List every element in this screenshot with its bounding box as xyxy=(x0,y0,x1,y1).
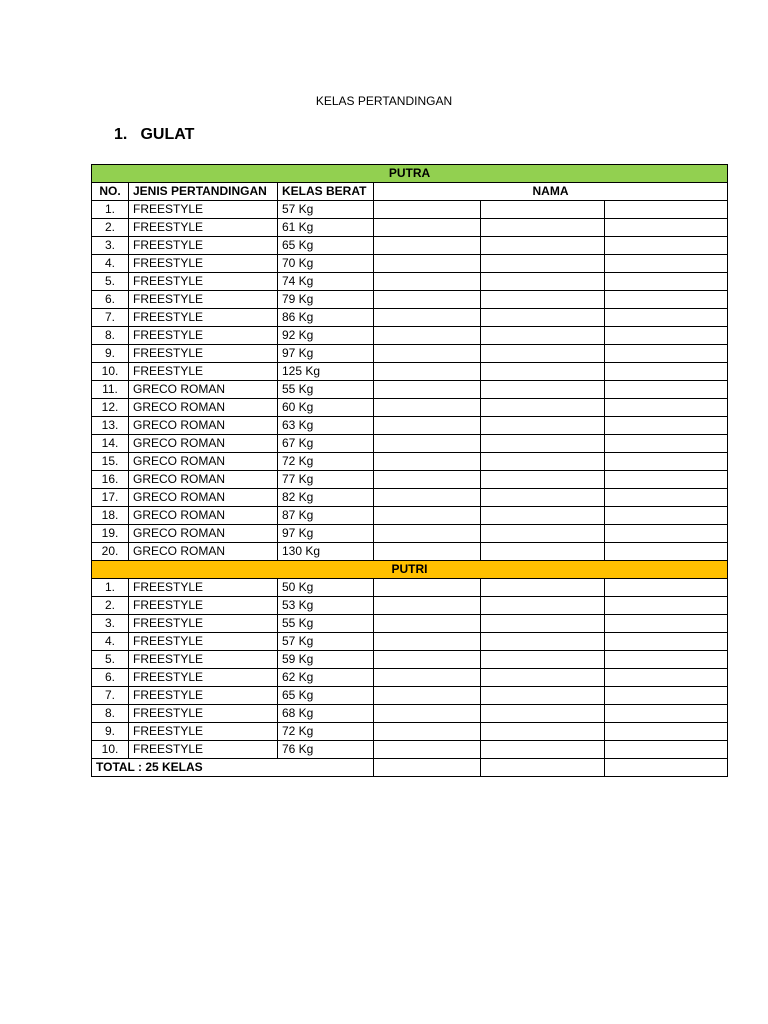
name-cell-1[interactable] xyxy=(374,579,481,597)
name-cell-2[interactable] xyxy=(481,525,605,543)
table-row xyxy=(92,507,728,525)
name-cell-3[interactable] xyxy=(605,651,728,669)
row-number: 10. xyxy=(92,363,129,381)
name-cell-2[interactable] xyxy=(481,651,605,669)
row-weight: 68 Kg xyxy=(278,705,374,723)
name-cell-3[interactable] xyxy=(605,579,728,597)
name-cell-2[interactable] xyxy=(481,273,605,291)
row-event: FREESTYLE xyxy=(129,291,278,309)
row-weight: 86 Kg xyxy=(278,309,374,327)
total-name-cell-3[interactable] xyxy=(605,759,728,777)
row-event: GRECO ROMAN xyxy=(129,525,278,543)
row-event: FREESTYLE xyxy=(129,651,278,669)
table-row xyxy=(92,543,728,561)
name-cell-1[interactable] xyxy=(374,651,481,669)
table-row xyxy=(92,345,728,363)
name-cell-1[interactable] xyxy=(374,291,481,309)
row-weight: 74 Kg xyxy=(278,273,374,291)
name-cell-1[interactable] xyxy=(374,363,481,381)
row-weight: 130 Kg xyxy=(278,543,374,561)
name-cell-3[interactable] xyxy=(605,741,728,759)
row-weight: 61 Kg xyxy=(278,219,374,237)
row-event: GRECO ROMAN xyxy=(129,435,278,453)
row-number: 10. xyxy=(92,741,129,759)
total-row xyxy=(92,759,728,777)
row-number: 15. xyxy=(92,453,129,471)
row-event: FREESTYLE xyxy=(129,201,278,219)
table-row xyxy=(92,615,728,633)
row-event: GRECO ROMAN xyxy=(129,507,278,525)
name-cell-1[interactable] xyxy=(374,687,481,705)
row-weight: 57 Kg xyxy=(278,633,374,651)
table-row xyxy=(92,723,728,741)
row-number: 14. xyxy=(92,435,129,453)
name-cell-2[interactable] xyxy=(481,435,605,453)
row-weight: 82 Kg xyxy=(278,489,374,507)
name-cell-3[interactable] xyxy=(605,201,728,219)
table-row xyxy=(92,201,728,219)
row-weight: 97 Kg xyxy=(278,345,374,363)
group-label: PUTRI xyxy=(92,561,728,579)
name-cell-1[interactable] xyxy=(374,417,481,435)
row-weight: 77 Kg xyxy=(278,471,374,489)
name-cell-1[interactable] xyxy=(374,453,481,471)
row-number: 12. xyxy=(92,399,129,417)
name-cell-1[interactable] xyxy=(374,525,481,543)
table-row xyxy=(92,633,728,651)
row-weight: 55 Kg xyxy=(278,615,374,633)
total-label: TOTAL : 25 KELAS xyxy=(92,759,374,777)
table-body xyxy=(92,165,728,777)
table-row xyxy=(92,255,728,273)
row-event: FREESTYLE xyxy=(129,363,278,381)
row-event: FREESTYLE xyxy=(129,669,278,687)
name-cell-2[interactable] xyxy=(481,615,605,633)
name-cell-3[interactable] xyxy=(605,615,728,633)
name-cell-2[interactable] xyxy=(481,363,605,381)
name-cell-1[interactable] xyxy=(374,237,481,255)
row-event: FREESTYLE xyxy=(129,741,278,759)
row-weight: 57 Kg xyxy=(278,201,374,219)
table-row xyxy=(92,705,728,723)
row-event: FREESTYLE xyxy=(129,327,278,345)
row-event: FREESTYLE xyxy=(129,597,278,615)
table-row xyxy=(92,453,728,471)
row-event: GRECO ROMAN xyxy=(129,381,278,399)
name-cell-3[interactable] xyxy=(605,453,728,471)
name-cell-3[interactable] xyxy=(605,417,728,435)
row-weight: 50 Kg xyxy=(278,579,374,597)
section-number: 1. xyxy=(114,126,128,143)
name-cell-2[interactable] xyxy=(481,453,605,471)
name-cell-2[interactable] xyxy=(481,705,605,723)
row-weight: 72 Kg xyxy=(278,723,374,741)
name-cell-1[interactable] xyxy=(374,507,481,525)
name-cell-1[interactable] xyxy=(374,345,481,363)
table-row xyxy=(92,471,728,489)
header-row xyxy=(92,183,728,201)
name-cell-2[interactable] xyxy=(481,669,605,687)
row-number: 20. xyxy=(92,543,129,561)
document-title: KELAS PERTANDINGAN xyxy=(315,94,453,108)
name-cell-1[interactable] xyxy=(374,669,481,687)
row-number: 7. xyxy=(92,309,129,327)
row-event: FREESTYLE xyxy=(129,687,278,705)
name-cell-1[interactable] xyxy=(374,741,481,759)
name-cell-3[interactable] xyxy=(605,543,728,561)
row-weight: 53 Kg xyxy=(278,597,374,615)
name-cell-2[interactable] xyxy=(481,309,605,327)
name-cell-3[interactable] xyxy=(605,273,728,291)
row-number: 9. xyxy=(92,345,129,363)
name-cell-1[interactable] xyxy=(374,219,481,237)
table-row xyxy=(92,327,728,345)
name-cell-2[interactable] xyxy=(481,345,605,363)
name-cell-2[interactable] xyxy=(481,327,605,345)
row-number: 18. xyxy=(92,507,129,525)
name-cell-1[interactable] xyxy=(374,489,481,507)
name-cell-1[interactable] xyxy=(374,201,481,219)
name-cell-2[interactable] xyxy=(481,543,605,561)
table-row xyxy=(92,237,728,255)
name-cell-3[interactable] xyxy=(605,705,728,723)
row-number: 13. xyxy=(92,417,129,435)
total-name-cell-2[interactable] xyxy=(481,759,605,777)
row-weight: 60 Kg xyxy=(278,399,374,417)
name-cell-1[interactable] xyxy=(374,615,481,633)
row-weight: 125 Kg xyxy=(278,363,374,381)
row-weight: 92 Kg xyxy=(278,327,374,345)
row-number: 17. xyxy=(92,489,129,507)
name-cell-2[interactable] xyxy=(481,633,605,651)
row-weight: 65 Kg xyxy=(278,237,374,255)
name-cell-2[interactable] xyxy=(481,255,605,273)
weight-class-table xyxy=(91,164,728,777)
name-cell-2[interactable] xyxy=(481,237,605,255)
name-cell-2[interactable] xyxy=(481,201,605,219)
header-weight: KELAS BERAT xyxy=(278,183,374,201)
name-cell-3[interactable] xyxy=(605,381,728,399)
table-row xyxy=(92,435,728,453)
row-event: FREESTYLE xyxy=(129,579,278,597)
group-label: PUTRA xyxy=(92,165,728,183)
row-event: GRECO ROMAN xyxy=(129,417,278,435)
row-number: 2. xyxy=(92,597,129,615)
table-row xyxy=(92,579,728,597)
name-cell-3[interactable] xyxy=(605,345,728,363)
name-cell-1[interactable] xyxy=(374,597,481,615)
row-number: 5. xyxy=(92,651,129,669)
row-event: FREESTYLE xyxy=(129,255,278,273)
section-heading xyxy=(114,126,194,144)
name-cell-2[interactable] xyxy=(481,741,605,759)
table-row xyxy=(92,381,728,399)
row-weight: 87 Kg xyxy=(278,507,374,525)
row-event: FREESTYLE xyxy=(129,723,278,741)
name-cell-1[interactable] xyxy=(374,435,481,453)
table-row xyxy=(92,741,728,759)
name-cell-1[interactable] xyxy=(374,705,481,723)
row-weight: 67 Kg xyxy=(278,435,374,453)
row-weight: 63 Kg xyxy=(278,417,374,435)
name-cell-1[interactable] xyxy=(374,633,481,651)
row-number: 4. xyxy=(92,255,129,273)
table-row xyxy=(92,651,728,669)
name-cell-3[interactable] xyxy=(605,669,728,687)
name-cell-2[interactable] xyxy=(481,723,605,741)
row-event: FREESTYLE xyxy=(129,705,278,723)
row-weight: 76 Kg xyxy=(278,741,374,759)
row-weight: 59 Kg xyxy=(278,651,374,669)
row-event: FREESTYLE xyxy=(129,615,278,633)
name-cell-3[interactable] xyxy=(605,255,728,273)
table-row xyxy=(92,309,728,327)
row-event: GRECO ROMAN xyxy=(129,471,278,489)
name-cell-3[interactable] xyxy=(605,327,728,345)
name-cell-3[interactable] xyxy=(605,237,728,255)
row-number: 2. xyxy=(92,219,129,237)
name-cell-3[interactable] xyxy=(605,633,728,651)
name-cell-3[interactable] xyxy=(605,507,728,525)
row-number: 11. xyxy=(92,381,129,399)
row-event: GRECO ROMAN xyxy=(129,453,278,471)
name-cell-1[interactable] xyxy=(374,723,481,741)
name-cell-2[interactable] xyxy=(481,597,605,615)
name-cell-1[interactable] xyxy=(374,399,481,417)
name-cell-3[interactable] xyxy=(605,219,728,237)
row-weight: 55 Kg xyxy=(278,381,374,399)
name-cell-1[interactable] xyxy=(374,543,481,561)
name-cell-3[interactable] xyxy=(605,687,728,705)
row-number: 5. xyxy=(92,273,129,291)
table-row xyxy=(92,525,728,543)
name-cell-2[interactable] xyxy=(481,471,605,489)
row-weight: 97 Kg xyxy=(278,525,374,543)
row-event: FREESTYLE xyxy=(129,219,278,237)
name-cell-2[interactable] xyxy=(481,579,605,597)
row-number: 9. xyxy=(92,723,129,741)
row-weight: 62 Kg xyxy=(278,669,374,687)
table-row xyxy=(92,399,728,417)
name-cell-2[interactable] xyxy=(481,381,605,399)
row-weight: 72 Kg xyxy=(278,453,374,471)
group-row-putra xyxy=(92,165,728,183)
table-row xyxy=(92,219,728,237)
table-row xyxy=(92,687,728,705)
name-cell-3[interactable] xyxy=(605,435,728,453)
table-row xyxy=(92,363,728,381)
row-number: 8. xyxy=(92,327,129,345)
name-cell-1[interactable] xyxy=(374,381,481,399)
section-title: GULAT xyxy=(140,126,195,143)
name-cell-2[interactable] xyxy=(481,507,605,525)
row-number: 19. xyxy=(92,525,129,543)
group-row-putri xyxy=(92,561,728,579)
header-no: NO. xyxy=(92,183,129,201)
name-cell-1[interactable] xyxy=(374,255,481,273)
header-event: JENIS PERTANDINGAN xyxy=(129,183,278,201)
row-event: FREESTYLE xyxy=(129,309,278,327)
name-cell-1[interactable] xyxy=(374,471,481,489)
name-cell-2[interactable] xyxy=(481,489,605,507)
name-cell-3[interactable] xyxy=(605,309,728,327)
row-number: 6. xyxy=(92,291,129,309)
table-row xyxy=(92,417,728,435)
row-number: 1. xyxy=(92,201,129,219)
name-cell-3[interactable] xyxy=(605,363,728,381)
name-cell-2[interactable] xyxy=(481,417,605,435)
row-weight: 65 Kg xyxy=(278,687,374,705)
row-number: 6. xyxy=(92,669,129,687)
table-row xyxy=(92,669,728,687)
row-number: 16. xyxy=(92,471,129,489)
name-cell-2[interactable] xyxy=(481,219,605,237)
row-weight: 70 Kg xyxy=(278,255,374,273)
header-name: NAMA xyxy=(374,183,728,201)
table-row xyxy=(92,597,728,615)
row-event: FREESTYLE xyxy=(129,633,278,651)
name-cell-2[interactable] xyxy=(481,399,605,417)
row-number: 4. xyxy=(92,633,129,651)
name-cell-2[interactable] xyxy=(481,291,605,309)
name-cell-2[interactable] xyxy=(481,687,605,705)
row-number: 7. xyxy=(92,687,129,705)
name-cell-1[interactable] xyxy=(374,327,481,345)
table-row xyxy=(92,291,728,309)
row-event: FREESTYLE xyxy=(129,237,278,255)
row-event: FREESTYLE xyxy=(129,273,278,291)
name-cell-3[interactable] xyxy=(605,723,728,741)
name-cell-3[interactable] xyxy=(605,597,728,615)
name-cell-3[interactable] xyxy=(605,399,728,417)
row-number: 1. xyxy=(92,579,129,597)
row-number: 3. xyxy=(92,615,129,633)
row-number: 8. xyxy=(92,705,129,723)
row-event: FREESTYLE xyxy=(129,345,278,363)
total-name-cell-1[interactable] xyxy=(374,759,481,777)
name-cell-3[interactable] xyxy=(605,525,728,543)
name-cell-1[interactable] xyxy=(374,309,481,327)
row-event: GRECO ROMAN xyxy=(129,489,278,507)
row-weight: 79 Kg xyxy=(278,291,374,309)
table-row xyxy=(92,273,728,291)
table-row xyxy=(92,489,728,507)
row-event: GRECO ROMAN xyxy=(129,543,278,561)
name-cell-1[interactable] xyxy=(374,273,481,291)
name-cell-3[interactable] xyxy=(605,291,728,309)
name-cell-3[interactable] xyxy=(605,471,728,489)
row-event: GRECO ROMAN xyxy=(129,399,278,417)
row-number: 3. xyxy=(92,237,129,255)
name-cell-3[interactable] xyxy=(605,489,728,507)
